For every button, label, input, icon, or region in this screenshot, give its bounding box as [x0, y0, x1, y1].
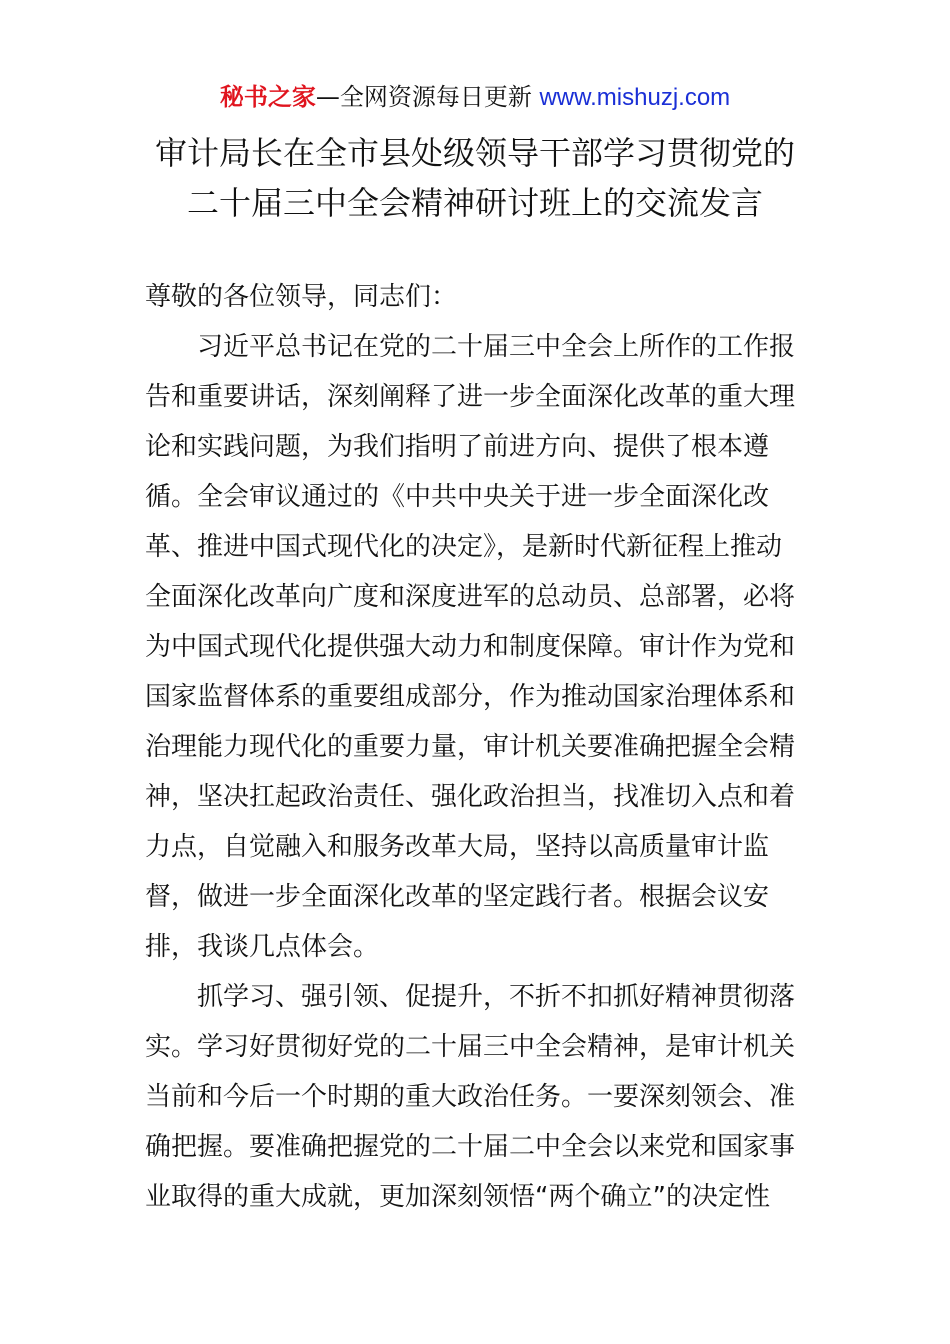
paragraph-line: 论和实践问题，为我们指明了前进方向、提供了根本遵 — [145, 432, 770, 462]
title-line: 二十届三中全会精神研讨班上的交流发言 — [186, 184, 763, 222]
site-tagline: —全网资源每日更新 — [315, 83, 540, 111]
paragraph-line: 全面深化改革向广度和深度进军的总动员、总部署，必将 — [145, 582, 796, 612]
site-header — [0, 80, 950, 115]
paragraph-line: 治理能力现代化的重要力量，审计机关要准确把握全会精 — [145, 732, 796, 762]
paragraph-line: 当前和今后一个时期的重大政治任务。一要深刻领会、准 — [145, 1082, 796, 1112]
paragraph-line: 业取得的重大成就，更加深刻领悟“两个确立”的决定性 — [145, 1182, 770, 1212]
paragraph-line: 督，做进一步全面深化改革的坚定践行者。根据会议安 — [145, 882, 770, 912]
paragraph-line: 国家监督体系的重要组成部分，作为推动国家治理体系和 — [145, 682, 796, 712]
document-title — [0, 128, 950, 228]
paragraph-line: 为中国式现代化提供强大动力和制度保障。审计作为党和 — [145, 632, 796, 662]
paragraph-line: 实。学习好贯彻好党的二十届三中全会精神，是审计机关 — [145, 1032, 796, 1062]
paragraph-line: 排，我谈几点体会。 — [145, 932, 380, 962]
title-line: 审计局长在全市县处级领导干部学习贯彻党的 — [154, 134, 795, 172]
paragraph-2 — [145, 972, 810, 1222]
site-brand: 秘书之家 — [219, 83, 316, 111]
document-body — [145, 272, 810, 1222]
paragraph-line: 告和重要讲话，深刻阐释了进一步全面深化改革的重大理 — [145, 382, 796, 412]
site-url-link[interactable]: www.mishuzj.com — [539, 84, 731, 111]
salutation: 尊敬的各位领导，同志们： — [145, 282, 458, 312]
paragraph-line: 循。全会审议通过的《中共中央关于进一步全面深化改 — [145, 482, 770, 512]
paragraph-line: 确把握。要准确把握党的二十届二中全会以来党和国家事 — [145, 1132, 796, 1162]
paragraph-line: 习近平总书记在党的二十届三中全会上所作的工作报 — [197, 332, 796, 362]
paragraph-1 — [145, 322, 810, 972]
paragraph-line: 抓学习、强引领、促提升，不折不扣抓好精神贯彻落 — [197, 982, 796, 1012]
paragraph-line: 革、推进中国式现代化的决定》，是新时代新征程上推动 — [145, 532, 783, 562]
paragraph-line: 神，坚决扛起政治责任、强化政治担当，找准切入点和着 — [145, 782, 796, 812]
paragraph-line: 力点，自觉融入和服务改革大局，坚持以高质量审计监 — [145, 832, 770, 862]
